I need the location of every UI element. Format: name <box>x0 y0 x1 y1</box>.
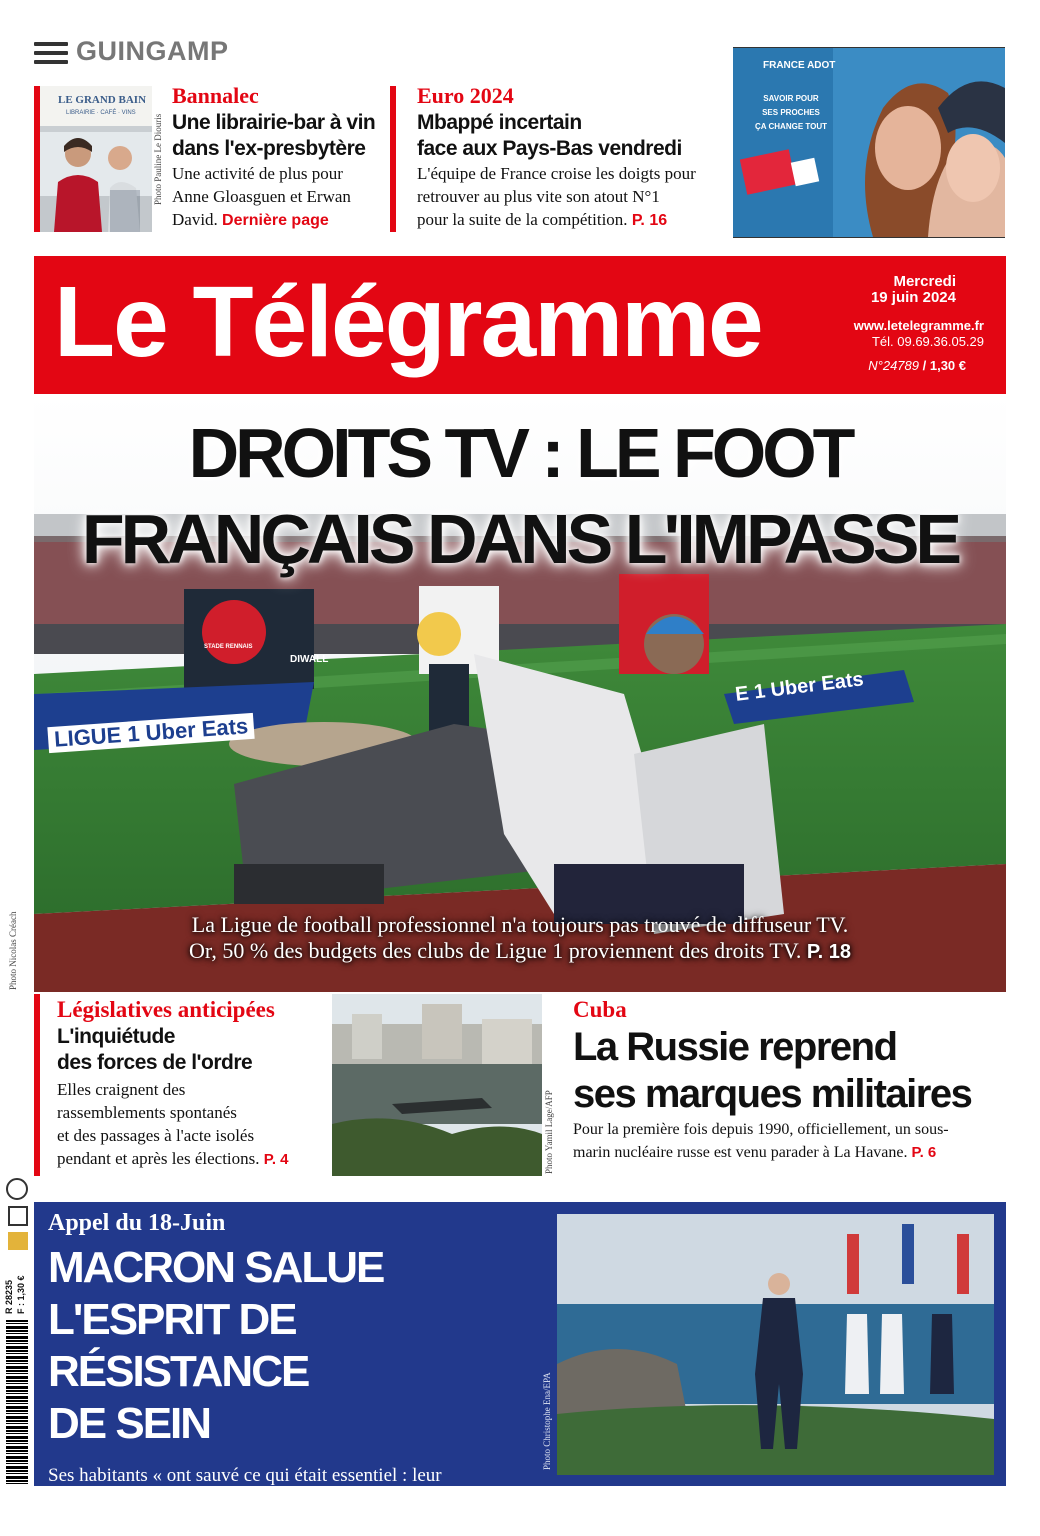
feature-body-line: l'État, sur place, mardi. <box>48 1513 224 1534</box>
teaser-body-line: retrouver au plus vite son atout N°1 <box>417 187 660 206</box>
story-photo-havana[interactable] <box>332 994 542 1176</box>
ad-tagline-line: SES PROCHES <box>762 108 820 117</box>
issue-date <box>820 274 956 306</box>
teaser-body-line: David. <box>172 210 218 229</box>
feature-text <box>48 1208 548 1536</box>
print-icon <box>8 1206 28 1226</box>
issue-info <box>790 358 966 373</box>
story-headline-line: La Russie reprend <box>573 1025 897 1069</box>
story-body-line: Pour la première fois depuis 1990, officiellement, un sous- <box>573 1121 949 1138</box>
ad-tagline <box>751 92 831 134</box>
ad-tagline-line: SAVOIR POUR <box>763 94 819 103</box>
issue-full-date: 19 juin 2024 <box>870 289 956 306</box>
newspaper-logo[interactable]: Le Télégramme <box>54 266 762 378</box>
shop-sign-text: LE GRAND BAIN <box>58 94 147 106</box>
main-headline-line: FRANÇAIS DANS L'IMPASSE <box>81 500 959 578</box>
website-link[interactable]: www.letelegramme.fr <box>853 318 984 333</box>
main-headline[interactable] <box>34 410 1006 582</box>
photo-credit: Photo Pauline Le Diouris <box>153 113 163 205</box>
menu-icon[interactable] <box>34 42 68 64</box>
teaser-left-photo[interactable] <box>40 86 152 232</box>
story-headline-line: des forces de l'ordre <box>57 1051 253 1074</box>
page-reference-link[interactable]: P. 16 <box>631 212 668 229</box>
ad-brand: FRANCE ADOT <box>763 60 836 71</box>
teaser-headline-line: dans l'ex-presbytère <box>172 137 366 160</box>
info-tricolour-icon <box>8 1232 28 1250</box>
teaser-headline-line: Une librairie-bar à vin <box>172 111 376 134</box>
feature-headline-line: DE SEIN <box>48 1399 211 1448</box>
teaser-body-line: L'équipe de France croise les doigts pour <box>417 164 696 183</box>
teaser-body-line: Une activité de plus pour <box>172 164 343 183</box>
shop-sign-subtext: LIBRAIRIE · CAFÉ · VINS <box>66 110 136 116</box>
story-body-line: pendant et après les élections. <box>57 1149 260 1168</box>
club-sign-text: STADE RENNAIS <box>204 644 253 650</box>
pitch-board-text: LIGUE 1 Uber Eats <box>47 713 255 753</box>
teaser-body-line: pour la suite de la compétition. <box>417 210 628 229</box>
barcode-code: R 28235 <box>4 1279 14 1314</box>
barcode <box>6 1320 28 1486</box>
story-headline-line: ses marques militaires <box>573 1072 972 1116</box>
story-kicker: Législatives anticipées <box>57 997 275 1022</box>
hero-caption <box>60 912 980 965</box>
issue-number: N°24789 <box>868 358 919 373</box>
feature-headline-line: MACRON SALUE <box>48 1243 384 1292</box>
ad-tagline-line: ÇA CHANGE TOUT <box>755 122 827 131</box>
feature-photo[interactable] <box>557 1214 994 1475</box>
issue-day: Mercredi <box>893 273 956 290</box>
story-kicker: Cuba <box>573 997 627 1022</box>
barcode-price: F : 1,30 € <box>16 1275 26 1314</box>
story-body-line: rassemblements spontanés <box>57 1103 237 1122</box>
feature-headline-line: L'ESPRIT DE RÉSISTANCE <box>48 1295 309 1396</box>
hero-caption-line: La Ligue de football professionnel n'a toujours pas trouvé de diffuseur TV. <box>191 912 849 937</box>
advertisement[interactable] <box>733 47 1005 238</box>
teaser-kicker: Bannalec <box>172 83 259 108</box>
page-reference-link[interactable]: Dernière page <box>222 212 329 229</box>
edition-label: GUINGAMP <box>76 36 229 66</box>
feature-body-line: Ses habitants « ont sauvé ce qui était essentiel : leur <box>48 1465 442 1486</box>
photo-credit: Photo Christophe Ena/EPA <box>542 1372 552 1470</box>
page-reference-link[interactable]: P. 12 <box>228 1514 266 1533</box>
teaser-right-accent-bar <box>390 86 396 232</box>
story-right[interactable] <box>573 996 1003 1164</box>
advert-board-text: DIWALL <box>290 654 329 665</box>
story-body-line: Elles craignent des <box>57 1080 186 1099</box>
story-body-line: marin nucléaire russe est venu parader à La Havane. <box>573 1144 908 1161</box>
page-reference-link[interactable]: P. 6 <box>911 1144 937 1161</box>
contact-block <box>790 318 984 350</box>
story-body-line: et des passages à l'acte isolés <box>57 1126 255 1145</box>
phone-number: Tél. 09.69.36.05.29 <box>871 334 984 349</box>
story-headline-line: L'inquiétude <box>57 1025 175 1048</box>
feature-kicker: Appel du 18-Juin <box>48 1210 226 1236</box>
teaser-headline-line: Mbappé incertain <box>417 111 582 134</box>
teaser-right[interactable] <box>417 84 723 232</box>
photo-credit: Photo Nicolas Créach <box>8 911 18 990</box>
hero-credit-wrap <box>8 900 18 990</box>
teaser-kicker: Euro 2024 <box>417 83 514 108</box>
story-left[interactable] <box>57 996 327 1171</box>
issue-price: / 1,30 € <box>922 358 966 373</box>
page-reference-link[interactable]: P. 4 <box>263 1151 289 1168</box>
feature-body-line: honneur et celui de la Nation », a déclaré le chef de <box>48 1489 439 1510</box>
teaser-left[interactable] <box>172 84 382 232</box>
main-headline-line: DROITS TV : LE FOOT <box>188 414 852 492</box>
photo-credit: Photo Yamil Lage/AFP <box>544 1090 554 1174</box>
recycle-icon <box>6 1178 28 1200</box>
hero-caption-line: Or, 50 % des budgets des clubs de Ligue 1 proviennent des droits TV. <box>188 938 802 963</box>
teaser-headline-line: face aux Pays-Bas vendredi <box>417 137 682 160</box>
teaser-body-line: Anne Gloasguen et Erwan <box>172 187 351 206</box>
pitch-board-text: E 1 Uber Eats <box>734 668 865 706</box>
page-reference-link[interactable]: P. 18 <box>806 941 851 963</box>
story-left-accent-bar <box>34 994 40 1176</box>
